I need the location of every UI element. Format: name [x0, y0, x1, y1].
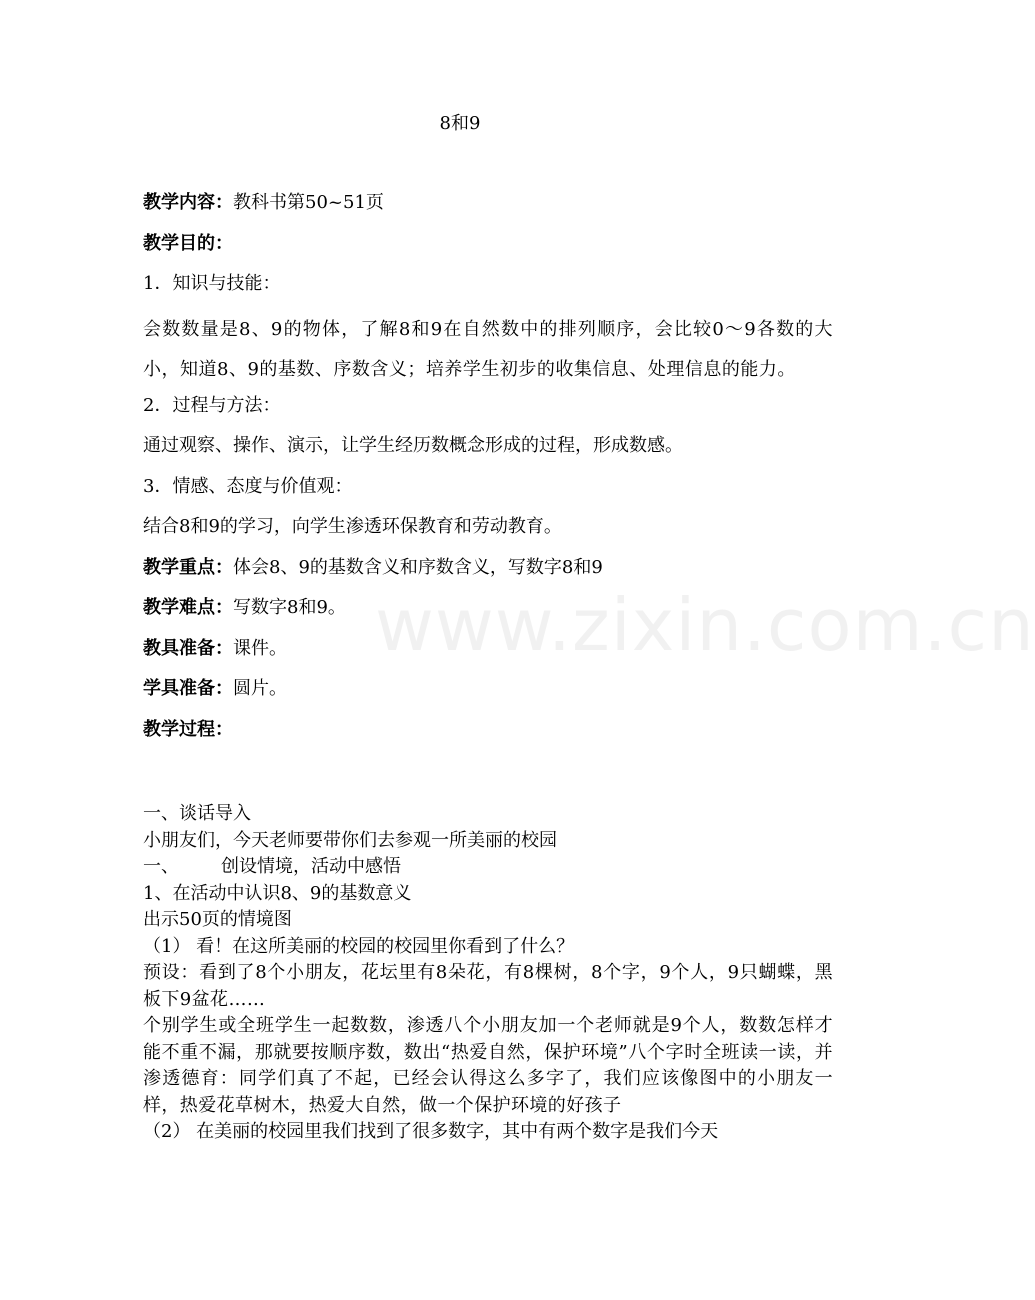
- section-2-title: 创设情境，活动中感悟: [221, 856, 401, 877]
- counting-paragraph: 个别学生或全班学生一起数数，渗透八个小朋友加一个老师就是9个人，数数怎样才能不重不漏，那就要按顺序数，数出“热爱自然，保护环境”八个字时全班读一读，并渗透德育：同学们真了不起，已经会认得这么多字了，我们应该像图中的小朋友一样，热爱花草树木，热爱大自然，做一个保护环境的好孩子: [143, 1015, 833, 1116]
- teacher-tools-value: 课件。: [233, 637, 287, 659]
- goals-line: [143, 229, 833, 270]
- section-1-text: 小朋友们，今天老师要带你们去参观一所美丽的校园: [143, 829, 557, 851]
- goal-1-heading: 1．知识与技能：: [143, 273, 281, 294]
- goal-3-text: 结合8和9的学习，向学生渗透环保教育和劳动教育。: [143, 516, 562, 537]
- question-2: （2） 在美丽的校园里我们找到了很多数字，其中有两个数字是我们今天: [143, 1121, 719, 1142]
- content-label: 教学内容：: [143, 192, 233, 213]
- subsection-1-heading: 1、在活动中认识8、9的基数意义: [143, 882, 412, 904]
- key-point-line: [143, 553, 833, 594]
- teacher-tools-line: [143, 634, 833, 675]
- student-tools-value: 圆片。: [233, 678, 287, 699]
- difficulty-value: 写数字8和9。: [233, 597, 346, 618]
- student-tools-label: 学具准备：: [143, 678, 233, 699]
- watermark: www.zixin.com.cn: [375, 583, 1035, 667]
- content-value: 教科书第50~51页: [233, 192, 384, 213]
- content-line: [143, 188, 833, 229]
- teaching-process: [143, 801, 833, 1146]
- teacher-tools-label: 教具准备：: [143, 637, 233, 659]
- key-point-label: 教学重点：: [143, 556, 233, 578]
- key-point-value: 体会8、9的基数含义和序数含义，写数字8和9: [233, 556, 603, 578]
- process-line: [143, 715, 833, 756]
- show-picture-text: 出示50页的情境图: [143, 909, 292, 930]
- difficulty-line: [143, 593, 833, 634]
- goal-1-text: 会数数量是8、9的物体，了解8和9在自然数中的排列顺序，会比较0～9各数的大小，知道8、9的基数、序数含义；培养学生初步的收集信息、处理信息的能力。: [143, 318, 833, 380]
- goal-3-heading: 3．情感、态度与价值观：: [143, 475, 353, 497]
- process-label: 教学过程：: [143, 718, 233, 740]
- expected-answer: 预设：看到了8个小朋友，花坛里有8朵花，有8棵树，8个字，9个人，9只蝴蝶，黑板下9盆花……: [143, 962, 833, 1010]
- section-1-heading: 一、谈话导入: [143, 803, 251, 824]
- goal-2-text: 通过观察、操作、演示，让学生经历数概念形成的过程，形成数感。: [143, 435, 683, 456]
- section-2-heading: [143, 854, 833, 881]
- lesson-plan-header: [143, 188, 833, 755]
- difficulty-label: 教学难点：: [143, 597, 233, 618]
- section-2-number: 一、: [143, 856, 179, 877]
- page-title: 8和9: [439, 113, 481, 134]
- question-1: （1） 看！在这所美丽的校园的校园里你看到了什么？: [143, 935, 575, 957]
- goals-label: 教学目的：: [143, 232, 233, 254]
- goal-2-heading: 2．过程与方法：: [143, 394, 281, 416]
- student-tools-line: [143, 674, 833, 715]
